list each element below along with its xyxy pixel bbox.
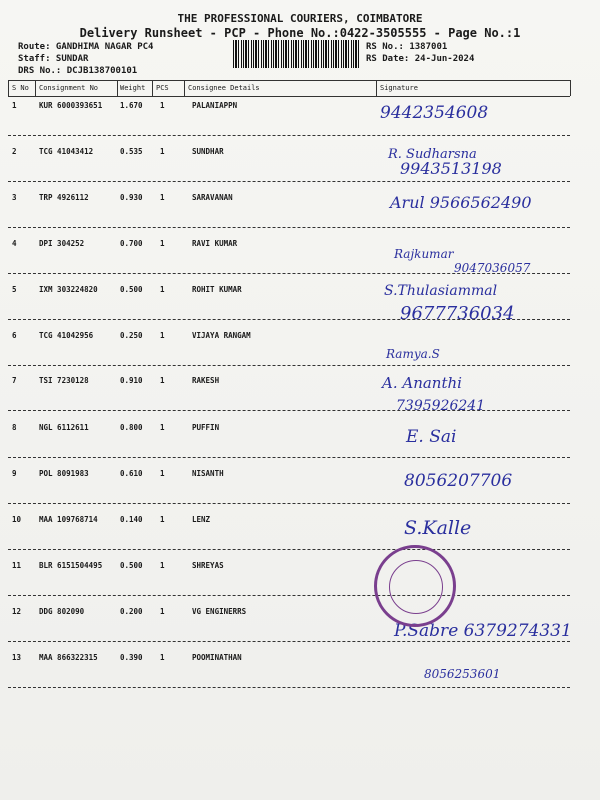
handwritten-signature: S.Thulasiammal [384,283,498,299]
row-divider [8,457,570,458]
row-weight: 0.800 [120,423,143,432]
row-consignment-no: MAA 866322315 [39,653,98,662]
row-weight: 0.610 [120,469,143,478]
row-pcs: 1 [160,607,165,616]
row-sno: 11 [12,561,22,570]
col-divider [152,80,153,96]
row-divider [8,549,570,550]
handwritten-signature: S.Kalle [404,517,472,539]
row-sno: 9 [12,469,17,478]
table-top-border [8,80,570,81]
row-weight: 0.390 [120,653,143,662]
row-consignment-no: KUR 6000393651 [39,101,103,110]
stamp-inner-ring [389,560,443,614]
handwritten-signature: 8056253601 [424,667,501,681]
row-divider [8,595,570,596]
row-consignment-no: TCG 41043412 [39,147,94,156]
col-divider [35,80,36,96]
row-divider [8,135,570,136]
row-pcs: 1 [160,331,165,340]
col-header-consignment: Consignment No [39,84,99,92]
row-consignment-no: TCG 41042956 [39,331,94,340]
row-consignment-no: TSI 7230128 [39,376,89,385]
col-divider [376,80,377,96]
row-consignee: SARAVANAN [192,193,233,202]
col-header-pcs: PCS [156,84,169,92]
drs-number: DRS No.: DCJB138700101 [18,66,138,76]
col-divider [184,80,185,96]
row-consignee: RAKESH [192,376,220,385]
row-consignee: NISANTH [192,469,224,478]
row-sno: 2 [12,147,17,156]
row-sno: 13 [12,653,22,662]
row-consignee: RAVI KUMAR [192,239,238,248]
row-pcs: 1 [160,376,165,385]
row-sno: 8 [12,423,17,432]
row-consignment-no: MAA 109768714 [39,515,98,524]
row-divider [8,641,570,642]
handwritten-signature: 9442354608 [380,103,489,123]
row-weight: 0.140 [120,515,143,524]
row-pcs: 1 [160,423,165,432]
row-pcs: 1 [160,285,165,294]
row-weight: 0.200 [120,607,143,616]
row-divider [8,687,570,688]
row-pcs: 1 [160,469,165,478]
row-divider [8,273,570,274]
row-consignee: PUFFIN [192,423,220,432]
clinic-stamp [374,545,456,627]
row-consignment-no: TRP 4926112 [39,193,89,202]
row-divider [8,181,570,182]
row-divider [8,365,570,366]
row-pcs: 1 [160,239,165,248]
rs-date: RS Date: 24-Jun-2024 [366,54,475,64]
col-divider [570,80,571,96]
row-pcs: 1 [160,515,165,524]
barcode [233,40,361,68]
row-consignee: ROHIT KUMAR [192,285,242,294]
col-divider [117,80,118,96]
col-header-sno: S No [12,84,29,92]
row-weight: 0.500 [120,285,143,294]
col-header-signature: Signature [380,84,418,92]
row-pcs: 1 [160,147,165,156]
row-consignment-no: NGL 6112611 [39,423,89,432]
col-divider [8,80,9,96]
handwritten-signature: Ramya.S [386,347,440,361]
row-sno: 7 [12,376,17,385]
row-weight: 0.910 [120,376,143,385]
handwritten-signature: 8056207706 [404,471,513,491]
handwritten-signature: 9677736034 [400,303,515,324]
handwritten-signature: Arul 9566562490 [390,193,532,212]
row-consignee: SUNDHAR [192,147,224,156]
route-label: Route: GANDHIMA NAGAR PC4 [18,42,154,52]
handwritten-signature: P.Sabre 6379274331 [394,621,572,641]
handwritten-signature: 9943513198 [400,159,502,178]
table-header-border [8,96,570,97]
row-sno: 6 [12,331,17,340]
row-sno: 1 [12,101,17,110]
row-pcs: 1 [160,101,165,110]
row-pcs: 1 [160,653,165,662]
row-pcs: 1 [160,561,165,570]
row-divider [8,503,570,504]
row-consignment-no: BLR 6151504495 [39,561,103,570]
company-title: THE PROFESSIONAL COURIERS, COIMBATORE [177,12,423,25]
row-sno: 3 [12,193,17,202]
row-divider [8,319,570,320]
row-pcs: 1 [160,193,165,202]
row-weight: 0.250 [120,331,143,340]
col-header-consignee: Consignee Details [188,84,260,92]
row-consignee: PALANIAPPN [192,101,238,110]
row-divider [8,410,570,411]
row-weight: 1.670 [120,101,143,110]
row-consignee: VG ENGINERRS [192,607,247,616]
row-divider [8,227,570,228]
row-sno: 12 [12,607,22,616]
row-sno: 5 [12,285,17,294]
handwritten-signature: E. Sai [406,427,457,447]
handwritten-signature: A. Ananthi [382,374,462,392]
row-consignee: POOMINATHAN [192,653,242,662]
handwritten-signature: 7395926241 [396,398,486,414]
row-sno: 10 [12,515,22,524]
row-weight: 0.930 [120,193,143,202]
handwritten-signature: Rajkumar [394,247,454,261]
row-weight: 0.500 [120,561,143,570]
runsheet-title: Delivery Runsheet - PCP - Phone No.:0422-3505555 - Page No.:1 [79,26,521,40]
rs-number: RS No.: 1387001 [366,42,448,52]
row-weight: 0.700 [120,239,143,248]
handwritten-signature: R. Sudharsna [388,147,477,162]
handwritten-signature: 9047036057 [454,261,531,275]
row-consignment-no: DPI 304252 [39,239,85,248]
col-header-weight: Weight [120,84,146,92]
row-consignee: VIJAYA RANGAM [192,331,251,340]
row-sno: 4 [12,239,17,248]
row-consignee: LENZ [192,515,211,524]
staff-label: Staff: SUNDAR [18,54,89,64]
row-consignee: SHREYAS [192,561,224,570]
row-consignment-no: POL 8091983 [39,469,89,478]
row-consignment-no: DDG 802090 [39,607,85,616]
row-weight: 0.535 [120,147,143,156]
row-consignment-no: IXM 303224820 [39,285,98,294]
